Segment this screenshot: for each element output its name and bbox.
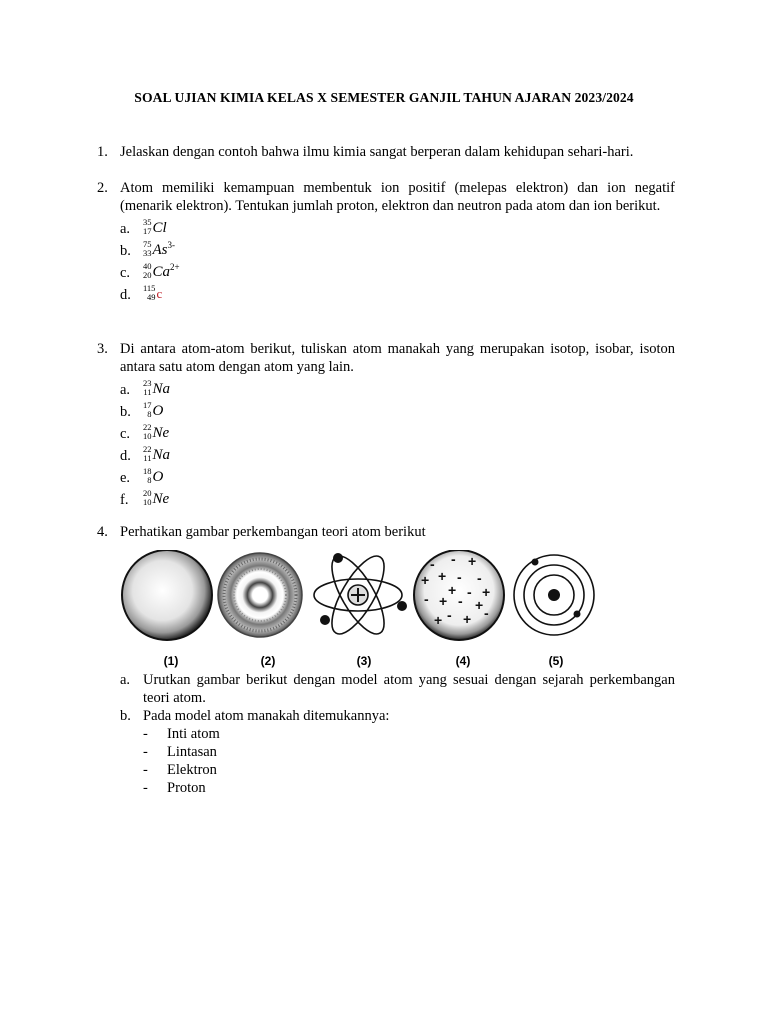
- question-text: Atom memiliki kemampuan membentuk ion positif (melepas elektron) dan ion negatif (menarik elektron). Tentukan jumlah proton, elektron dan neutron pada atom dan ion berikut.: [120, 180, 675, 214]
- exam-title: SOAL UJIAN KIMIA KELAS X SEMESTER GANJIL TAHUN AJARAN 2023/2024: [134, 90, 634, 105]
- svg-text:-: -: [424, 591, 429, 607]
- atomic-number: 17: [143, 226, 152, 236]
- option-list: [120, 378, 675, 510]
- figure-label-1: (1): [163, 654, 179, 668]
- atomic-number: 8: [147, 475, 152, 485]
- mass-number: 17: [143, 400, 152, 410]
- figure-label-4: (4): [455, 654, 471, 668]
- list-item: - Lintasan: [143, 744, 217, 760]
- nuclide-notation: [143, 217, 167, 239]
- element-symbol: Ne: [152, 425, 170, 441]
- svg-text:+: +: [448, 582, 457, 598]
- ion-charge: 3-: [167, 240, 175, 250]
- list-item: - Elektron: [143, 762, 217, 778]
- atomic-number: 33: [143, 248, 152, 258]
- option-b: [120, 239, 675, 261]
- option-label: b.: [120, 243, 131, 259]
- option-label: c.: [120, 265, 131, 281]
- subquestion-label: b.: [120, 708, 131, 724]
- mass-number: 22: [143, 444, 152, 454]
- svg-text:-: -: [430, 556, 435, 572]
- option-c: [120, 422, 675, 444]
- mass-number: 115: [143, 283, 156, 293]
- svg-text:+: +: [475, 597, 484, 613]
- svg-text:+: +: [468, 553, 477, 569]
- mass-number: 20: [143, 488, 152, 498]
- model-4-plum-pudding: [414, 550, 504, 640]
- question-number: 3.: [97, 341, 108, 357]
- list-item: - Proton: [143, 780, 206, 796]
- option-label: b.: [120, 404, 131, 420]
- question-2: [97, 179, 675, 305]
- svg-text:+: +: [439, 593, 448, 609]
- option-label: c.: [120, 426, 131, 442]
- subquestion-label: a.: [120, 672, 131, 688]
- svg-text:-: -: [457, 569, 462, 585]
- nuclide-notation: [143, 239, 175, 261]
- nuclide-notation: [143, 261, 180, 283]
- option-a: [120, 378, 675, 400]
- option-label: e.: [120, 470, 131, 486]
- option-f: [120, 488, 675, 510]
- figure-label-3: (3): [356, 654, 372, 668]
- option-d: [120, 444, 675, 466]
- svg-text:-: -: [451, 551, 456, 567]
- option-list: [120, 217, 675, 305]
- element-symbol: O: [152, 403, 164, 419]
- nuclide-notation: [143, 283, 162, 305]
- atomic-number: 49: [146, 292, 156, 302]
- svg-text:-: -: [447, 607, 452, 623]
- option-b: [120, 400, 675, 422]
- option-label: d.: [120, 448, 131, 464]
- question-number: 1.: [97, 144, 108, 160]
- nuclide-notation: [143, 466, 163, 488]
- list-item: - Inti atom: [143, 726, 220, 742]
- ion-charge: 2+: [170, 262, 180, 272]
- option-label: a.: [120, 221, 131, 237]
- mass-number: 35: [143, 217, 152, 227]
- option-a: [120, 217, 675, 239]
- element-symbol: As: [152, 242, 168, 258]
- atomic-number: 20: [143, 270, 152, 280]
- svg-text:-: -: [458, 593, 463, 609]
- atomic-number: 8: [147, 409, 152, 419]
- option-label: a.: [120, 382, 131, 398]
- subquestion-text: Pada model atom manakah ditemukannya:: [143, 708, 390, 724]
- subquestion-b: [120, 707, 675, 725]
- question-text: Jelaskan dengan contoh bahwa ilmu kimia sangat berperan dalam kehidupan sehari-hari.: [120, 144, 634, 160]
- element-symbol: Ca: [152, 264, 171, 280]
- option-d: [120, 283, 675, 305]
- mass-number: 40: [143, 261, 152, 271]
- mass-number: 22: [143, 422, 152, 432]
- subquestion-a: [120, 671, 675, 707]
- list-item-text: Proton: [167, 780, 206, 796]
- question-text: Perhatikan gambar perkembangan teori atom berikut: [120, 524, 426, 540]
- model-5-bohr-atom: [514, 555, 594, 635]
- question-4-subparts: [97, 671, 675, 797]
- svg-text:+: +: [438, 568, 447, 584]
- mass-number: 18: [143, 466, 152, 476]
- svg-text:+: +: [434, 612, 443, 628]
- list-item-text: Elektron: [167, 762, 217, 778]
- model-2-ring-atom: [218, 553, 302, 637]
- option-e: [120, 466, 675, 488]
- atomic-number: 11: [143, 453, 152, 463]
- svg-text:+: +: [463, 611, 472, 627]
- svg-text:+: +: [421, 572, 430, 588]
- option-label: d.: [120, 287, 131, 303]
- nuclide-notation: [143, 444, 170, 466]
- element-symbol: Na: [152, 447, 171, 463]
- atomic-number: 10: [143, 497, 152, 507]
- nuclide-notation: [143, 378, 170, 400]
- question-1: [97, 143, 675, 161]
- option-c: [120, 261, 675, 283]
- svg-text:-: -: [467, 584, 472, 600]
- question-number: 4.: [97, 524, 108, 540]
- model-3-nuclear-atom: [314, 550, 407, 641]
- subquestion-text: Urutkan gambar berikut dengan model atom yang sesuai dengan sejarah perkembangan teori atom.: [143, 672, 675, 706]
- figure-label-5: (5): [548, 654, 564, 668]
- option-label: f.: [120, 492, 129, 508]
- question-3: [97, 340, 675, 510]
- figure-label-2: (2): [260, 654, 276, 668]
- list-item-text: Lintasan: [167, 744, 217, 760]
- nuclide-notation: [143, 488, 169, 510]
- element-symbol: Ne: [152, 491, 170, 507]
- question-4: [97, 523, 675, 541]
- svg-text:-: -: [484, 605, 489, 621]
- list-item-text: Inti atom: [167, 726, 220, 742]
- nuclide-notation: [143, 422, 169, 444]
- nuclide-notation: [143, 400, 163, 422]
- question-number: 2.: [97, 180, 108, 196]
- element-symbol: O: [152, 469, 164, 485]
- atomic-number: 10: [143, 431, 152, 441]
- handwritten-mark: c: [156, 286, 163, 301]
- svg-text:+: +: [482, 584, 491, 600]
- model-1-solid-sphere: [122, 550, 212, 640]
- element-symbol: Na: [152, 381, 171, 397]
- mass-number: 23: [143, 378, 152, 388]
- mass-number: 75: [143, 239, 152, 249]
- atomic-number: 11: [143, 387, 152, 397]
- svg-text:-: -: [477, 570, 482, 586]
- element-symbol: Cl: [152, 220, 167, 236]
- question-text: Di antara atom-atom berikut, tuliskan atom manakah yang merupakan isotop, isobar, isoton antara satu atom dengan atom yang lain.: [120, 341, 675, 375]
